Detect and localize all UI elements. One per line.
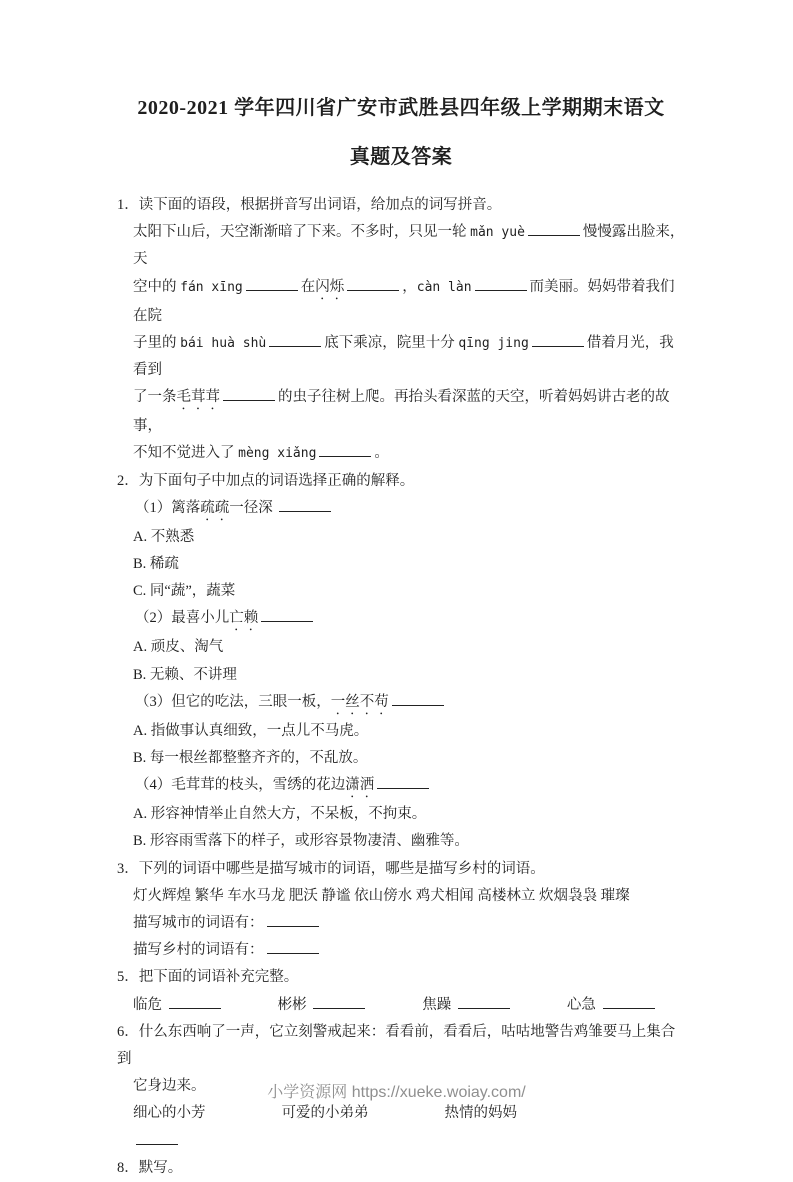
text-run: A. 不熟悉 [133,528,195,545]
footer [0,1079,793,1102]
text-run: 了一条 [133,389,177,406]
footer-url: https://xueke.woiay.com/ [351,1084,526,1101]
text-run: 可爱的小弟弟 [281,1105,369,1122]
answer-blank [169,994,221,1009]
exam-line [117,1100,685,1127]
text-run: 灯火辉煌 繁华 车水马龙 肥沃 静谧 依山傍水 鸡犬相闻 高楼林立 炊烟袅袅 璀璨 [133,887,630,904]
answer-blank [267,912,319,927]
exam-content [117,192,685,1182]
text-run: 在 [300,278,316,295]
text-run: 太阳下山后，天空渐渐暗了下来。不多时，只见一轮 [133,224,471,241]
answer-blank [458,994,510,1009]
answer-blank [475,276,527,291]
exam-line [117,495,685,524]
text-run: （2）最喜小儿 [135,610,230,627]
pinyin-run: mǎn yuè [470,225,525,241]
text-run: 子里的 [133,334,181,351]
exam-line [117,964,685,991]
answer-blank [528,221,580,236]
text-run: 心急 [566,996,600,1013]
exam-line [117,883,685,910]
exam-line [117,330,685,384]
text-run: B. 每一根丝都整整齐齐的，不乱放。 [133,750,368,767]
exam-line [117,524,685,551]
text-run: B. 无赖、不讲理 [133,666,237,683]
title-line-2: 真题及答案 [349,146,453,168]
text-run: 彬彬 [277,996,311,1013]
footer-site-name: 小学资源网 [267,1084,352,1101]
answer-blank [532,332,584,347]
exam-line [117,219,685,273]
text-run: 。 [374,445,389,462]
text-run: 借着月光，我看到 [133,334,674,379]
text-run: 8．默写。 [117,1159,183,1176]
answer-blank [313,994,365,1009]
answer-blank [246,276,298,291]
exam-line [117,634,685,661]
text-run: 一径深 [229,499,277,516]
answer-blank [392,691,444,706]
exam-line [117,992,685,1019]
exam-line [117,910,685,937]
pinyin-run: mèng xiǎng [238,446,317,462]
exam-line [117,745,685,772]
exam-line [117,605,685,634]
pinyin-run: bái huà shù [180,335,267,351]
text-run: C. 同“蔬”，蔬菜 [133,583,236,600]
exam-line [117,828,685,855]
text-run: 描写城市的词语有： [133,915,264,932]
pinyin-run: càn làn [416,279,472,295]
exam-line [117,578,685,605]
dotted-emphasis-word: 潇洒 [345,777,375,794]
answer-blank [136,1130,178,1145]
exam-line [117,440,685,467]
text-run: 1．读下面的语段，根据拼音写出词语，给加点的词写拼音。 [117,197,502,213]
exam-line [117,192,685,219]
text-run: 它身边来。 [133,1078,206,1095]
exam-line [117,772,685,801]
text-run: （4）毛茸茸的枝头，雪绣的花边 [135,777,346,794]
exam-line [117,1155,685,1182]
exam-line [117,274,685,330]
pinyin-run: qīng jing [458,335,529,351]
exam-line [117,384,685,440]
text-run: 的虫子往树上爬。再抬头看深蓝的天空，听着妈妈讲古老的故事， [133,389,670,435]
exam-line [117,551,685,578]
dotted-emphasis-word: 疏疏 [200,499,230,516]
exam-line [117,662,685,689]
exam-line [117,801,685,828]
text-run: A. 指做事认真细致，一点儿不马虎。 [133,722,369,739]
dotted-emphasis-word: 闪烁 [315,278,345,295]
answer-blank [377,774,429,789]
text-run: 细心的小芳 [133,1105,206,1122]
text-run: 底下乘凉，院里十分 [324,334,459,351]
text-run: （1）篱落 [135,499,201,516]
answer-blank [603,994,655,1009]
text-run: （3）但它的吃法，三眼一板， [135,693,331,710]
answer-blank [269,332,321,347]
exam-line [117,937,685,964]
page-title [117,84,685,182]
exam-line [117,1019,685,1073]
answer-blank [319,442,371,457]
text-run: 空中的 [133,278,181,295]
text-run: 2．为下面句子中加点的词语选择正确的解释。 [117,472,415,489]
exam-line [117,468,685,495]
text-run: A. 顽皮、淘气 [133,639,224,656]
text-run: 5．把下面的词语补充完整。 [117,969,299,986]
exam-line [117,718,685,745]
text-run: B. 形容雨雪落下的样子，或形容景物凄清、幽雅等。 [133,833,469,850]
answer-blank [279,497,331,512]
text-run: 而美丽。妈妈带着我们在院 [133,278,675,324]
dotted-emphasis-word: 毛茸茸 [176,389,220,406]
text-run: 不知不觉进入了 [133,445,239,462]
exam-line [117,856,685,883]
answer-blank [267,939,319,954]
answer-blank [347,276,399,291]
text-run: 6．什么东西响了一声，它立刻警戒起来：看看前，看看后，咕咕地警告鸡雏要马上集合到 [117,1023,676,1068]
text-run: 临危 [133,996,166,1013]
text-run: 焦躁 [422,996,455,1013]
dotted-emphasis-word: 一丝不苟 [330,693,389,710]
text-run: B. 稀疏 [133,556,179,573]
answer-blank [223,386,275,401]
dotted-emphasis-word: 亡赖 [229,610,259,627]
text-run: 描写乡村的词语有： [133,942,264,959]
text-run: 3．下列的词语中哪些是描写城市的词语，哪些是描写乡村的词语。 [117,860,545,877]
text-run: 慢慢露出脸来，天 [133,224,685,268]
pinyin-run: fán xīng [180,279,243,295]
text-run: A. 形容神情举止自然大方，不呆板，不拘束。 [133,806,427,823]
answer-blank [261,607,313,622]
text-run: 热情的妈妈 [444,1105,517,1122]
title-line-1: 2020-2021 学年四川省广安市武胜县四年级上学期期末语文 [137,97,665,119]
text-run: ， [402,278,417,295]
exam-line [117,689,685,718]
exam-line [117,1128,685,1155]
